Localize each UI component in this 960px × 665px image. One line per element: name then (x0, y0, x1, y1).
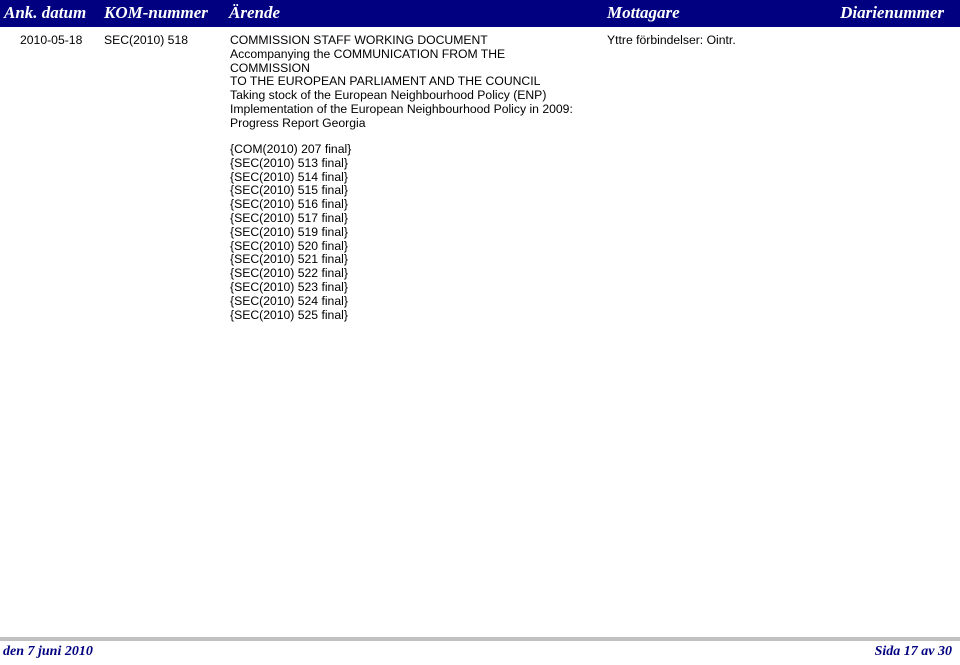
subject-line: Progress Report Georgia (230, 115, 366, 130)
subject-line: Implementation of the European Neighbourhood Policy in 2009: (230, 101, 573, 116)
reference-item: {COM(2010) 207 final} (230, 142, 352, 156)
row-recipient: Yttre förbindelser: Ointr. (607, 33, 736, 47)
reference-item: {SEC(2010) 525 final} (230, 307, 348, 322)
reference-item: {SEC(2010) 519 final} (230, 224, 348, 239)
reference-item: {SEC(2010) 516 final} (230, 197, 348, 212)
reference-item: {SEC(2010) 515 final} (230, 183, 348, 198)
row-references (230, 143, 351, 322)
reference-item: {SEC(2010) 520 final} (230, 238, 348, 253)
reference-item: {SEC(2010) 523 final} (230, 279, 348, 294)
subject-line: COMMISSION STAFF WORKING DOCUMENT (230, 33, 488, 47)
reference-item: {SEC(2010) 524 final} (230, 293, 348, 308)
reference-item: {SEC(2010) 517 final} (230, 210, 348, 225)
subject-line: Taking stock of the European Neighbourhood Policy (ENP) (230, 88, 547, 103)
row-kom-number: SEC(2010) 518 (104, 33, 189, 47)
subject-line: TO THE EUROPEAN PARLIAMENT AND THE COUNCIL (230, 74, 541, 89)
table-header (0, 0, 960, 27)
reference-item: {SEC(2010) 522 final} (230, 266, 348, 281)
reference-item: {SEC(2010) 514 final} (230, 169, 348, 184)
header-mottagare: Mottagare (607, 3, 680, 22)
footer-date: den 7 juni 2010 (3, 644, 93, 659)
header-ank-datum: Ank. datum (4, 3, 87, 22)
header-kom-nummer: KOM-nummer (104, 3, 208, 22)
subject-line: COMMISSION (230, 60, 310, 75)
header-arende: Ärende (229, 3, 280, 22)
footer-divider (0, 637, 960, 641)
reference-item: {SEC(2010) 521 final} (230, 252, 348, 267)
row-subject (230, 34, 573, 131)
row-date: 2010-05-18 (20, 33, 83, 47)
header-diarienummer: Diarienummer (840, 3, 944, 22)
reference-item: {SEC(2010) 513 final} (230, 155, 348, 170)
footer-page-number: Sida 17 av 30 (874, 644, 952, 659)
subject-line: Accompanying the COMMUNICATION FROM THE (230, 46, 506, 61)
